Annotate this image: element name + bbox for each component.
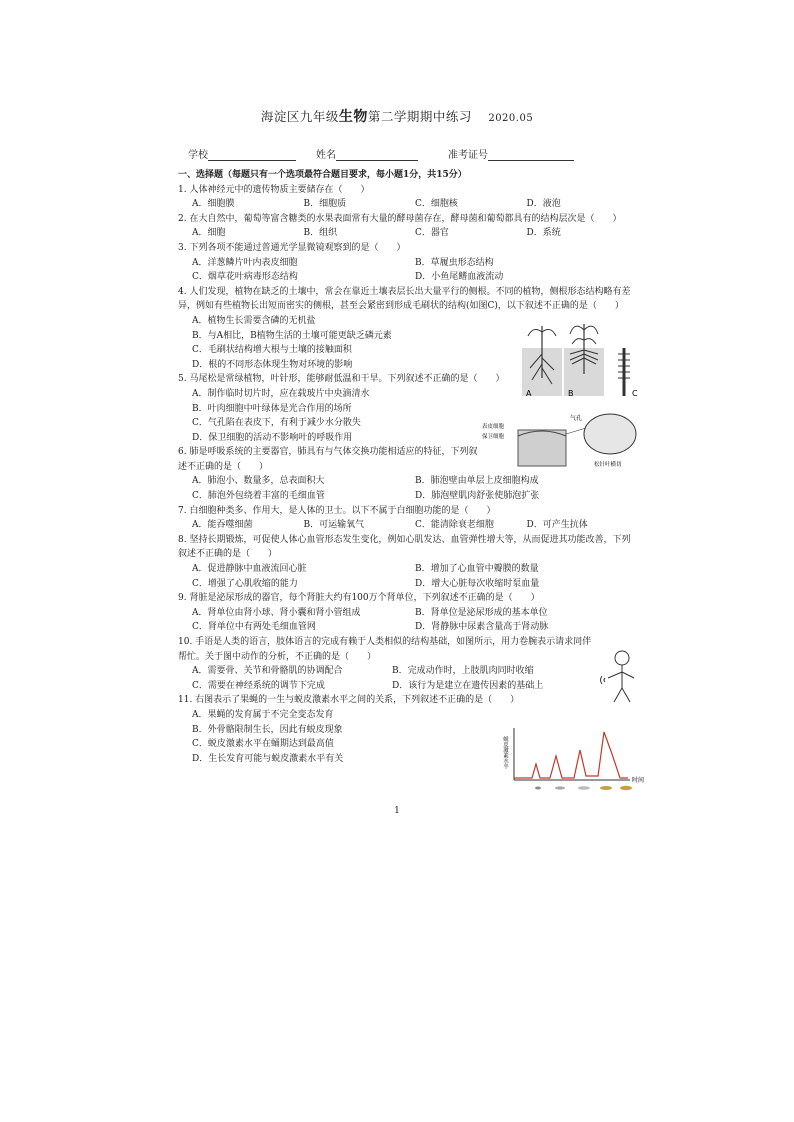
option-a: A．洋葱鳞片叶内表皮细胞	[192, 257, 298, 268]
option-d: D．肾静脉中尿素含量高于肾动脉	[415, 622, 549, 633]
option-c: C．气孔陷在表皮下，有利于减少水分散失	[192, 418, 361, 429]
option-a: A．果蝇的发育属于不完全变态发育	[192, 709, 334, 720]
name-field	[316, 146, 418, 161]
option-c: C．毛刷状结构增大根与土壤的接触面积	[192, 345, 352, 356]
option-b: B．肾单位是泌尿形成的基本单位	[415, 607, 548, 618]
option-b: B．与A相比，B植物生活的土壤可能更缺乏磷元素	[192, 330, 392, 341]
question-2	[178, 212, 638, 241]
question-stem: 8. 坚持长期锻炼，可促使人体心血管形态发生变化，例如心肌发达、血管弹性增大等，从而促进其功能改善，下列叙述不正确的是（ ）	[178, 534, 631, 560]
option-b: B．可运输氧气	[303, 520, 365, 531]
question-7	[178, 504, 638, 533]
label-epidermis: 表皮细胞	[482, 424, 505, 430]
section-heading: 一、选择题（每题只有一个选项最符合题目要求，每小题1分，共15分）	[178, 170, 467, 180]
pointer-line	[566, 428, 586, 434]
plant-roots-figure	[520, 318, 640, 400]
option-c: C．肾单位中有两处毛细血管网	[192, 622, 316, 633]
option-d: D．增大心脏每次收缩时泵血量	[415, 578, 540, 589]
needle-cross-section	[584, 414, 636, 454]
option-d: D．保卫细胞的活动不影响叶的呼吸作用	[192, 432, 353, 443]
title-prefix: 海淀区九年级	[260, 109, 339, 124]
label-a: A	[526, 389, 532, 398]
option-b: B．叶肉细胞中叶绿体是光合作用的场所	[192, 403, 352, 414]
option-a: A．肺泡小、数量多，总表面积大	[192, 476, 325, 487]
question-10	[178, 635, 638, 693]
option-a: A．促进静脉中血液流回心脏	[192, 564, 307, 575]
option-a: A．肾单位由肾小球、肾小囊和肾小管组成	[192, 607, 361, 618]
option-c: C．器官	[415, 228, 449, 239]
question-stem: 1. 人体神经元中的遗传物质主要储存在（ ）	[178, 184, 370, 195]
label-c: C	[632, 389, 638, 398]
label-stoma: 气孔	[570, 415, 583, 422]
page-number: 1	[394, 806, 400, 816]
option-c: C．细胞核	[415, 199, 458, 210]
question-stem: 6. 肺是呼吸系统的主要器官，肺具有与气体交换功能相适应的特征，下列叙述不正确的是（ ）	[178, 447, 478, 472]
larva-stage-2	[578, 786, 590, 790]
option-a: A．能吞噬细菌	[192, 520, 253, 531]
x-axis-label: 时间	[632, 777, 645, 784]
option-b: B．增加了心血管中瓣膜的数量	[415, 564, 539, 575]
question-stem: 11. 右图表示了果蝇的一生与蜕皮激素水平之间的关系，下列叙述不正确的是（ ）	[178, 695, 520, 706]
option-c: C．肺泡外包绕着丰富的毛细血管	[192, 491, 325, 502]
option-c: C．能清除衰老细胞	[415, 520, 494, 531]
question-stem: 4. 人们发现，植物在缺乏的土壤中，常会在靠近土壤表层长出大量平行的侧根。不同的植物，侧根形态结构略有差异，例如有些植物长出短而密实的侧根，甚至会紧密到形成毛刷状的结构(如图C)，以下叙述不正确的是（ ）	[178, 286, 631, 312]
question-9	[178, 591, 638, 635]
exam-title	[0, 106, 794, 126]
question-stem: 10. 手语是人类的语言，肢体语言的完成有赖于人类相似的结构基础，如图所示，用力卷腕表示请求同伴帮忙。关于图中动作的分析，不正确的是（ ）	[178, 637, 592, 662]
question-stem: 3. 下列各项不能通过普通光学显微镜观察到的是（ ）	[178, 242, 406, 253]
school-field	[188, 146, 296, 161]
label-guard-cell: 保卫细胞	[482, 434, 505, 440]
option-d: D．可产生抗体	[526, 520, 588, 531]
option-d: D．根的不同形态体现生物对环境的影响	[192, 359, 353, 370]
option-b: B．完成动作时，上肢肌肉同时收缩	[392, 666, 534, 677]
epidermis-detail	[518, 430, 566, 466]
name-blank	[336, 149, 418, 161]
option-d: D．系统	[526, 228, 561, 239]
label-b: B	[568, 389, 574, 398]
egg-stage	[535, 787, 541, 790]
option-b: B．细胞质	[303, 199, 347, 210]
option-a: A．制作临时切片时，应在载玻片中央滴清水	[192, 388, 370, 399]
question-stem: 7. 白细胞种类多、作用大，是人体的卫士。以下不属于白细胞功能的是（ ）	[178, 505, 496, 516]
exam-date: 2020.05	[488, 113, 534, 124]
school-label: 学校	[188, 150, 208, 161]
body	[608, 665, 634, 702]
question-8	[178, 533, 638, 591]
pupa-stage	[600, 786, 612, 790]
question-stem: 5. 马尾松是常绿植物，叶针形，能够耐低温和干旱。下列叙述不正确的是（ ）	[178, 374, 505, 385]
option-a: A．植物生长需要含磷的无机盐	[192, 315, 316, 326]
option-c: C．增强了心肌收缩的能力	[192, 578, 298, 589]
option-d: D．肺泡壁肌肉舒张使肺泡扩张	[415, 491, 540, 502]
option-d: D．小鱼尾鳍血液流动	[415, 272, 504, 283]
label-pine-needle: 松针叶横切	[594, 462, 622, 468]
option-c: C．烟草花叶病毒形态结构	[192, 272, 298, 283]
hormone-chart-figure	[504, 724, 654, 796]
question-stem: 9. 肾脏是泌尿形成的器官，每个肾脏大约有100万个肾单位，下列叙述不正确的是（ ）	[178, 593, 540, 604]
name-label: 姓名	[316, 150, 336, 161]
school-blank	[208, 149, 296, 161]
exam-number-field	[448, 146, 574, 161]
option-c: C．蜕皮激素水平在蛹期达到最高值	[192, 739, 334, 750]
sign-language-figure	[598, 648, 644, 704]
option-b: B．外骨骼限制生长，因此有蜕皮现象	[192, 724, 343, 735]
option-a: A．细胞膜	[192, 199, 235, 210]
option-a: A．需要骨、关节和骨骼肌的协调配合	[192, 666, 343, 677]
option-d: D．液泡	[526, 199, 561, 210]
question-stem: 2. 在大自然中，葡萄等富含糖类的水果表面常有大量的酵母菌存在，酵母菌和葡萄都具有的结构层次是（ ）	[178, 213, 622, 224]
exam-number-blank	[488, 149, 574, 161]
question-1	[178, 183, 638, 212]
option-b: B．草履虫形态结构	[415, 257, 494, 268]
exam-number-label: 准考证号	[448, 150, 488, 161]
option-c: C．需要在神经系统的调节下完成	[192, 680, 325, 691]
option-b: B．肺泡壁由单层上皮细胞构成	[415, 476, 539, 487]
y-axis-label: 蜕皮激素水平	[502, 736, 508, 769]
option-b: B．组织	[303, 228, 338, 239]
title-suffix: 第二学期期中练习	[367, 109, 472, 124]
title-subject: 生物	[338, 109, 368, 125]
larva-stage	[555, 786, 565, 789]
pine-needle-figure	[482, 408, 642, 470]
question-3	[178, 241, 638, 285]
adult-stage	[620, 786, 632, 790]
motion-marks	[601, 676, 606, 684]
head	[615, 651, 629, 665]
option-d: D．该行为是建立在遗传因素的基础上	[392, 680, 544, 691]
hormone-curve	[514, 732, 628, 778]
option-d: D．生长发育可能与蜕皮激素水平有关	[192, 753, 344, 764]
option-a: A．细胞	[192, 228, 226, 239]
